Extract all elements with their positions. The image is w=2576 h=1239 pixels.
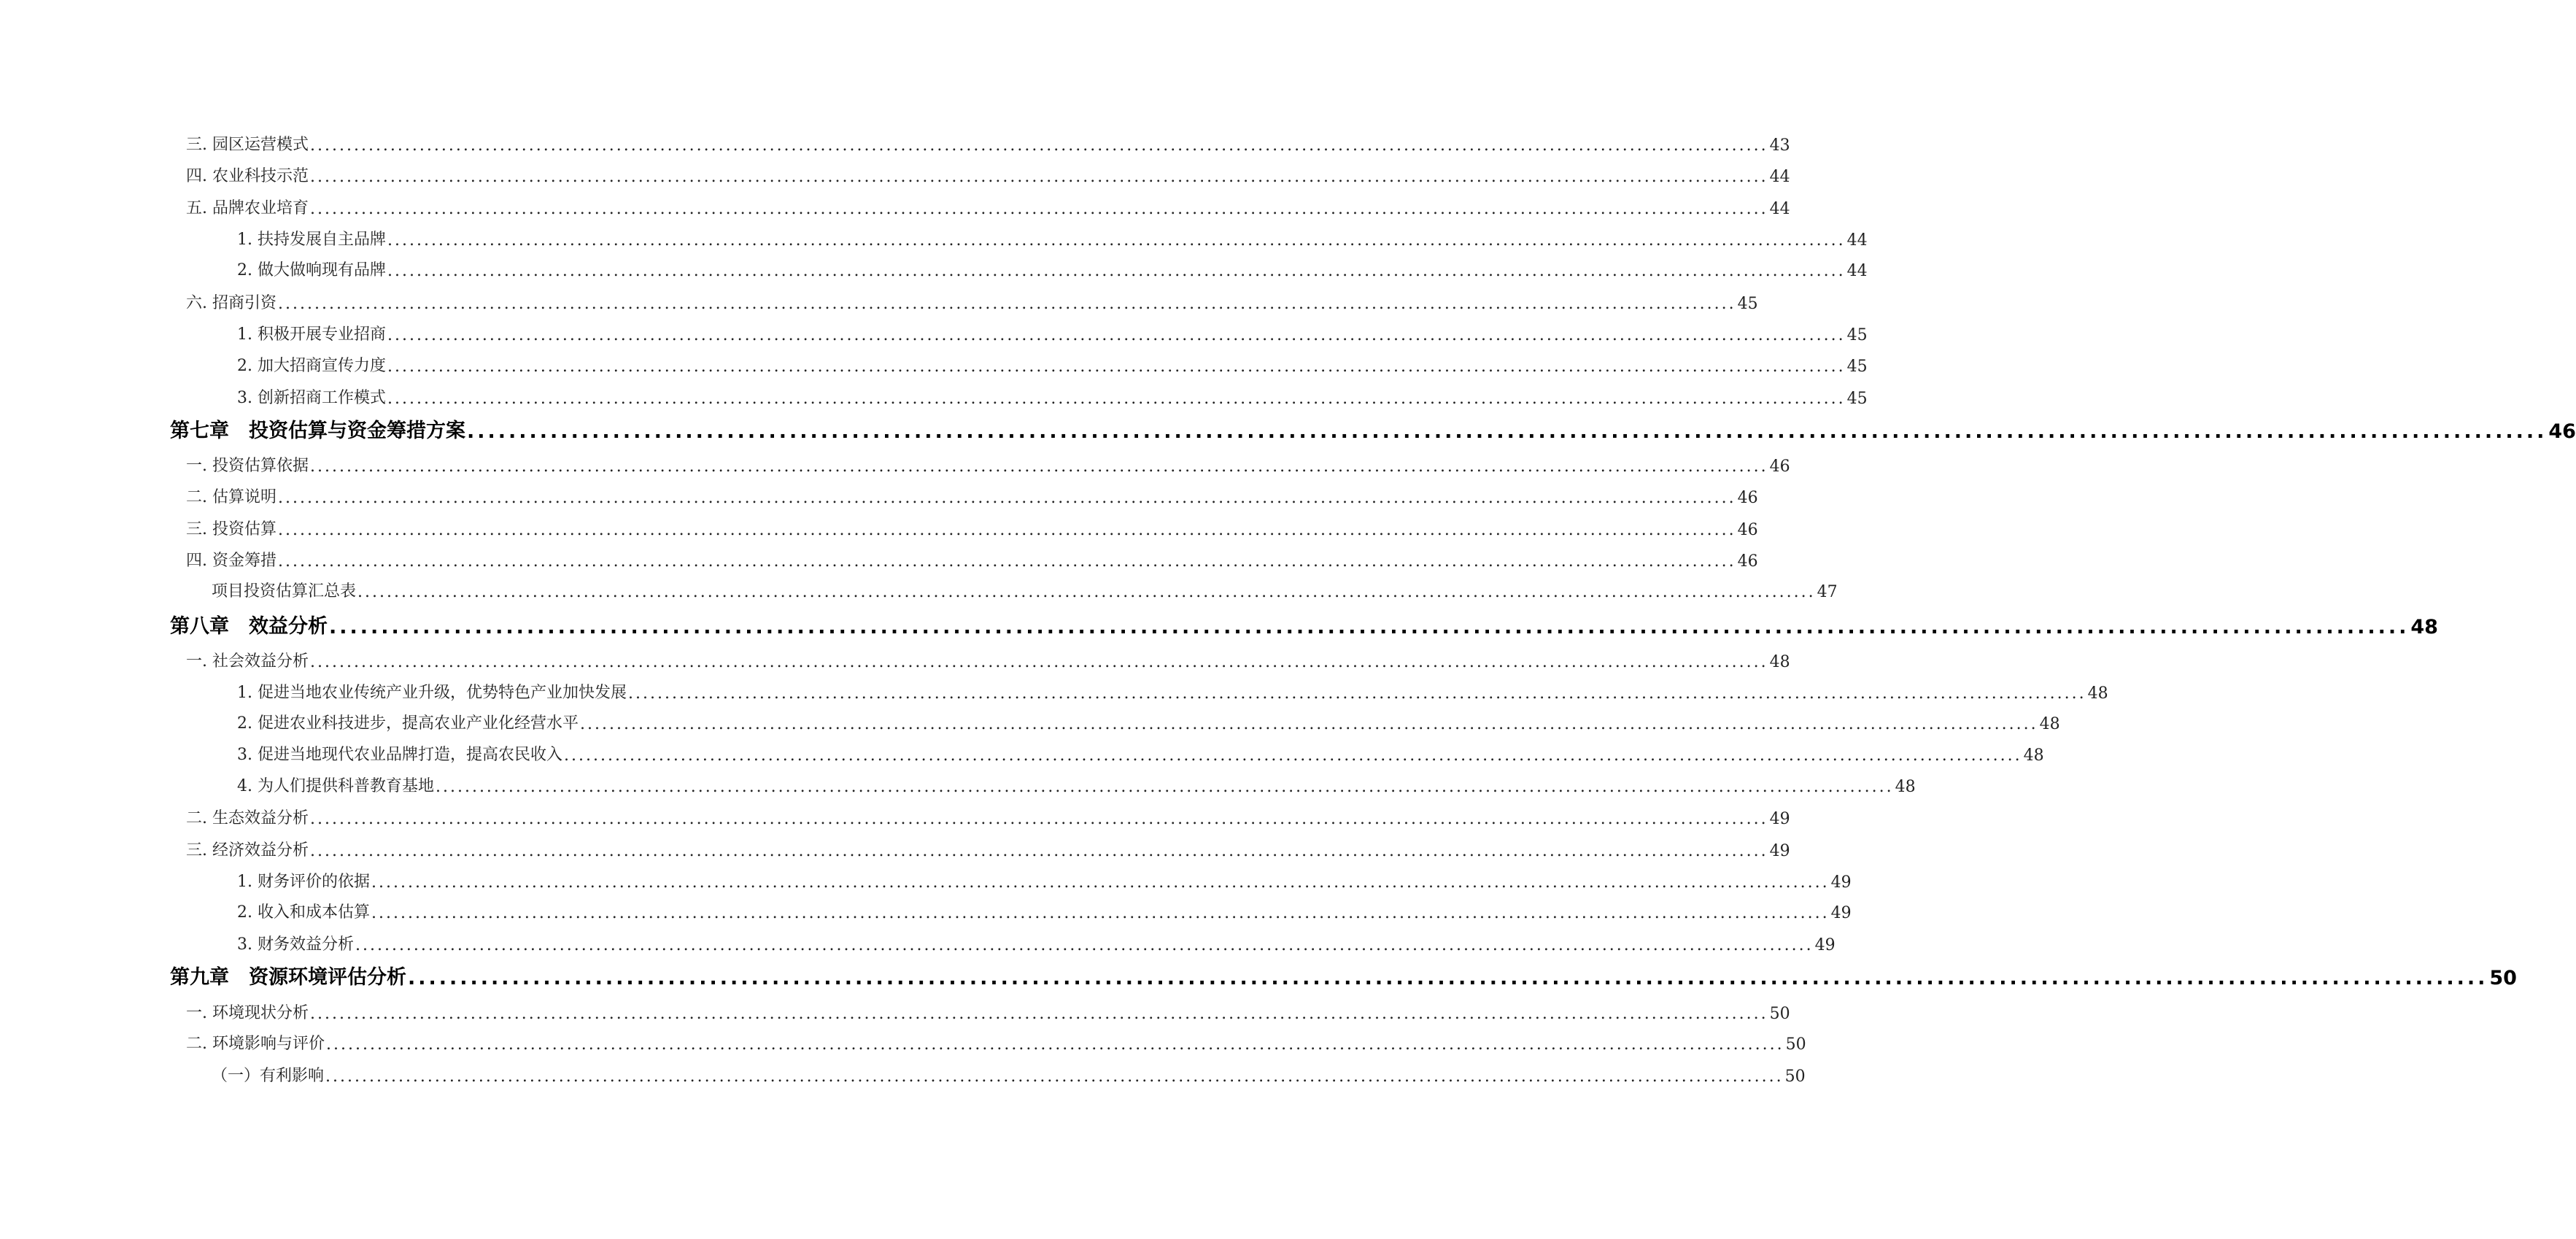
toc-dot-leader: ........................................................................................................................................................................................................ bbox=[310, 810, 1768, 828]
toc-page-number: 49 bbox=[1814, 936, 1836, 954]
toc-dot-leader: ........................................................................................................................................................................................................ bbox=[326, 1035, 1784, 1054]
toc-dot-leader: ........................................................................................................................................................................................................ bbox=[310, 168, 1768, 186]
toc-dot-leader: ........................................................................................................................................................................................................ bbox=[580, 715, 2038, 733]
toc-entry-title: 五. 品牌农业培育 bbox=[186, 199, 309, 217]
toc-entry-title: 三. 投资估算 bbox=[186, 520, 276, 539]
toc-dot-leader: ........................................................................................................................................................................................................ bbox=[278, 552, 1736, 571]
toc-dot-leader: ........................................................................................................................................................................................................ bbox=[357, 583, 1816, 601]
toc-entry[interactable] bbox=[237, 710, 2060, 733]
toc-page-number: 45 bbox=[1846, 326, 1868, 344]
toc-page-number: 48 bbox=[2410, 616, 2438, 638]
toc-dot-leader: ........................................................................................................................................................................................................ bbox=[387, 390, 1846, 408]
toc-entry-title: 一. 环境现状分析 bbox=[186, 1004, 309, 1022]
toc-page-number: 46 bbox=[1737, 552, 1758, 571]
toc-entry-title: 2. 加大招商宣传力度 bbox=[237, 357, 386, 375]
toc-entry-title: 4. 为人们提供科普教育基地 bbox=[237, 777, 434, 795]
toc-page-number: 44 bbox=[1846, 262, 1868, 280]
toc-entry-title: 项目投资估算汇总表 bbox=[212, 582, 357, 601]
toc-dot-leader: ........................................................................................................................................................................................................ bbox=[387, 262, 1846, 280]
toc-dot-leader: ........................................................................................................................................................................................................ bbox=[355, 936, 1814, 954]
toc-entry[interactable] bbox=[237, 352, 1868, 376]
toc-entry[interactable] bbox=[186, 547, 1758, 571]
toc-entry-title: 二. 环境影响与评价 bbox=[186, 1035, 325, 1053]
toc-entry[interactable] bbox=[237, 899, 1852, 922]
toc-page-number: 50 bbox=[1784, 1068, 1806, 1086]
toc-page-number: 48 bbox=[1895, 778, 1916, 796]
toc-entry-title: 3. 财务效益分析 bbox=[237, 935, 354, 954]
toc-entry-title: 2. 做大做响现有品牌 bbox=[237, 261, 386, 279]
toc-entry[interactable] bbox=[237, 931, 1836, 954]
toc-entry[interactable] bbox=[237, 868, 1852, 892]
toc-entry[interactable] bbox=[186, 1000, 1790, 1023]
toc-entry[interactable] bbox=[186, 131, 1790, 155]
toc-page-number: 49 bbox=[1769, 842, 1790, 860]
toc-entry[interactable] bbox=[186, 452, 1790, 476]
toc-entry-title: 二. 生态效益分析 bbox=[186, 809, 309, 827]
toc-page-number: 46 bbox=[1769, 458, 1790, 476]
toc-entry[interactable] bbox=[186, 805, 1790, 828]
toc-dot-leader: ........................................................................................................................................................................................................ bbox=[408, 967, 2488, 989]
toc-page-number: 50 bbox=[1785, 1035, 1806, 1054]
toc-entry[interactable] bbox=[237, 321, 1868, 344]
toc-entry[interactable] bbox=[186, 290, 1758, 313]
toc-page-number: 50 bbox=[2489, 967, 2517, 989]
toc-chapter-entry[interactable] bbox=[170, 611, 2438, 638]
toc-dot-leader: ........................................................................................................................................................................................................ bbox=[325, 1068, 1784, 1086]
toc-page-number: 45 bbox=[1737, 295, 1758, 313]
toc-page-number: 47 bbox=[1817, 583, 1838, 601]
toc-page-number: 49 bbox=[1830, 873, 1852, 892]
toc-entry-title: 第八章 效益分析 bbox=[170, 615, 328, 638]
toc-entry-title: 1. 扶持发展自主品牌 bbox=[237, 231, 386, 249]
toc-entry-title: 1. 财务评价的依据 bbox=[237, 873, 370, 891]
toc-entry-title: 2. 促进农业科技进步，提高农业产业化经营水平 bbox=[237, 714, 579, 733]
toc-page-number: 46 bbox=[1737, 489, 1758, 507]
toc-dot-leader: ........................................................................................................................................................................................................ bbox=[387, 231, 1846, 250]
toc-dot-leader: ........................................................................................................................................................................................................ bbox=[467, 420, 2548, 443]
toc-entry-title: 1. 促进当地农业传统产业升级，优势特色产业加快发展 bbox=[237, 684, 627, 702]
toc-page-number: 49 bbox=[1769, 810, 1790, 828]
toc-entry-title: 二. 估算说明 bbox=[186, 488, 276, 506]
toc-entry-title: 一. 投资估算依据 bbox=[186, 457, 309, 475]
toc-chapter-entry[interactable] bbox=[170, 415, 2576, 443]
toc-entry[interactable] bbox=[212, 578, 1838, 601]
toc-entry-title: 一. 社会效益分析 bbox=[186, 652, 309, 671]
toc-entry-title: （一）有利影响 bbox=[212, 1067, 325, 1085]
toc-entry[interactable] bbox=[212, 1062, 1806, 1086]
toc-entry-title: 3. 促进当地现代农业品牌打造，提高农民收入 bbox=[237, 746, 562, 764]
toc-page-number: 44 bbox=[1769, 200, 1790, 218]
toc-entry-title: 三. 园区运营模式 bbox=[186, 136, 309, 154]
toc-dot-leader: ........................................................................................................................................................................................................ bbox=[329, 616, 2410, 638]
toc-dot-leader: ........................................................................................................................................................................................................ bbox=[387, 358, 1846, 376]
toc-entry[interactable] bbox=[186, 195, 1790, 218]
toc-dot-leader: ........................................................................................................................................................................................................ bbox=[278, 295, 1736, 313]
toc-dot-leader: ........................................................................................................................................................................................................ bbox=[371, 904, 1830, 922]
toc-entry[interactable] bbox=[237, 679, 2108, 703]
toc-page-number: 48 bbox=[2039, 715, 2060, 733]
toc-entry[interactable] bbox=[237, 257, 1868, 280]
toc-entry-title: 六. 招商引资 bbox=[186, 294, 276, 312]
toc-page-number: 46 bbox=[2548, 420, 2576, 443]
toc-entry[interactable] bbox=[186, 484, 1758, 507]
toc-entry[interactable] bbox=[186, 516, 1758, 539]
toc-dot-leader: ........................................................................................................................................................................................................ bbox=[310, 136, 1768, 155]
toc-page-number: 43 bbox=[1769, 136, 1790, 155]
toc-dot-leader: ........................................................................................................................................................................................................ bbox=[310, 458, 1768, 476]
toc-entry[interactable] bbox=[186, 163, 1790, 186]
toc-entry-title: 第九章 资源环境评估分析 bbox=[170, 966, 406, 989]
toc-entry[interactable] bbox=[186, 648, 1790, 671]
toc-entry[interactable] bbox=[237, 226, 1868, 250]
toc-entry[interactable] bbox=[237, 773, 1916, 796]
toc-entry-title: 1. 积极开展专业招商 bbox=[237, 325, 386, 344]
toc-dot-leader: ........................................................................................................................................................................................................ bbox=[435, 778, 1894, 796]
toc-page-number: 50 bbox=[1769, 1005, 1790, 1023]
toc-dot-leader: ........................................................................................................................................................................................................ bbox=[310, 200, 1768, 218]
toc-entry[interactable] bbox=[237, 385, 1868, 408]
toc-page-number: 48 bbox=[1769, 653, 1790, 671]
toc-entry-title: 3. 创新招商工作模式 bbox=[237, 389, 386, 407]
toc-entry[interactable] bbox=[186, 837, 1790, 860]
toc-chapter-entry[interactable] bbox=[170, 962, 2517, 989]
toc-page-number: 48 bbox=[2087, 684, 2108, 703]
toc-dot-leader: ........................................................................................................................................................................................................ bbox=[564, 746, 2022, 765]
toc-dot-leader: ........................................................................................................................................................................................................ bbox=[310, 842, 1768, 860]
toc-dot-leader: ........................................................................................................................................................................................................ bbox=[310, 1005, 1768, 1023]
toc-entry[interactable] bbox=[237, 741, 2044, 765]
toc-page-number: 48 bbox=[2023, 746, 2044, 765]
toc-entry-title: 四. 农业科技示范 bbox=[186, 167, 309, 185]
toc-entry-title: 2. 收入和成本估算 bbox=[237, 903, 370, 922]
toc-dot-leader: ........................................................................................................................................................................................................ bbox=[278, 489, 1736, 507]
toc-page-number: 46 bbox=[1737, 521, 1758, 539]
toc-dot-leader: ........................................................................................................................................................................................................ bbox=[310, 653, 1768, 671]
toc-entry-title: 第七章 投资估算与资金筹措方案 bbox=[170, 420, 465, 442]
toc-page-number: 44 bbox=[1769, 168, 1790, 186]
toc-page-number: 45 bbox=[1846, 358, 1868, 376]
toc-dot-leader: ........................................................................................................................................................................................................ bbox=[371, 873, 1830, 892]
toc-entry-title: 三. 经济效益分析 bbox=[186, 841, 309, 860]
toc-page-number: 45 bbox=[1846, 390, 1868, 408]
toc-dot-leader: ........................................................................................................................................................................................................ bbox=[278, 521, 1736, 539]
toc-entry[interactable] bbox=[186, 1030, 1806, 1054]
toc-entry-title: 四. 资金筹措 bbox=[186, 552, 276, 570]
toc-dot-leader: ........................................................................................................................................................................................................ bbox=[387, 326, 1846, 344]
toc-dot-leader: ........................................................................................................................................................................................................ bbox=[628, 684, 2086, 703]
toc-page-number: 49 bbox=[1830, 904, 1852, 922]
toc-page-number: 44 bbox=[1846, 231, 1868, 250]
